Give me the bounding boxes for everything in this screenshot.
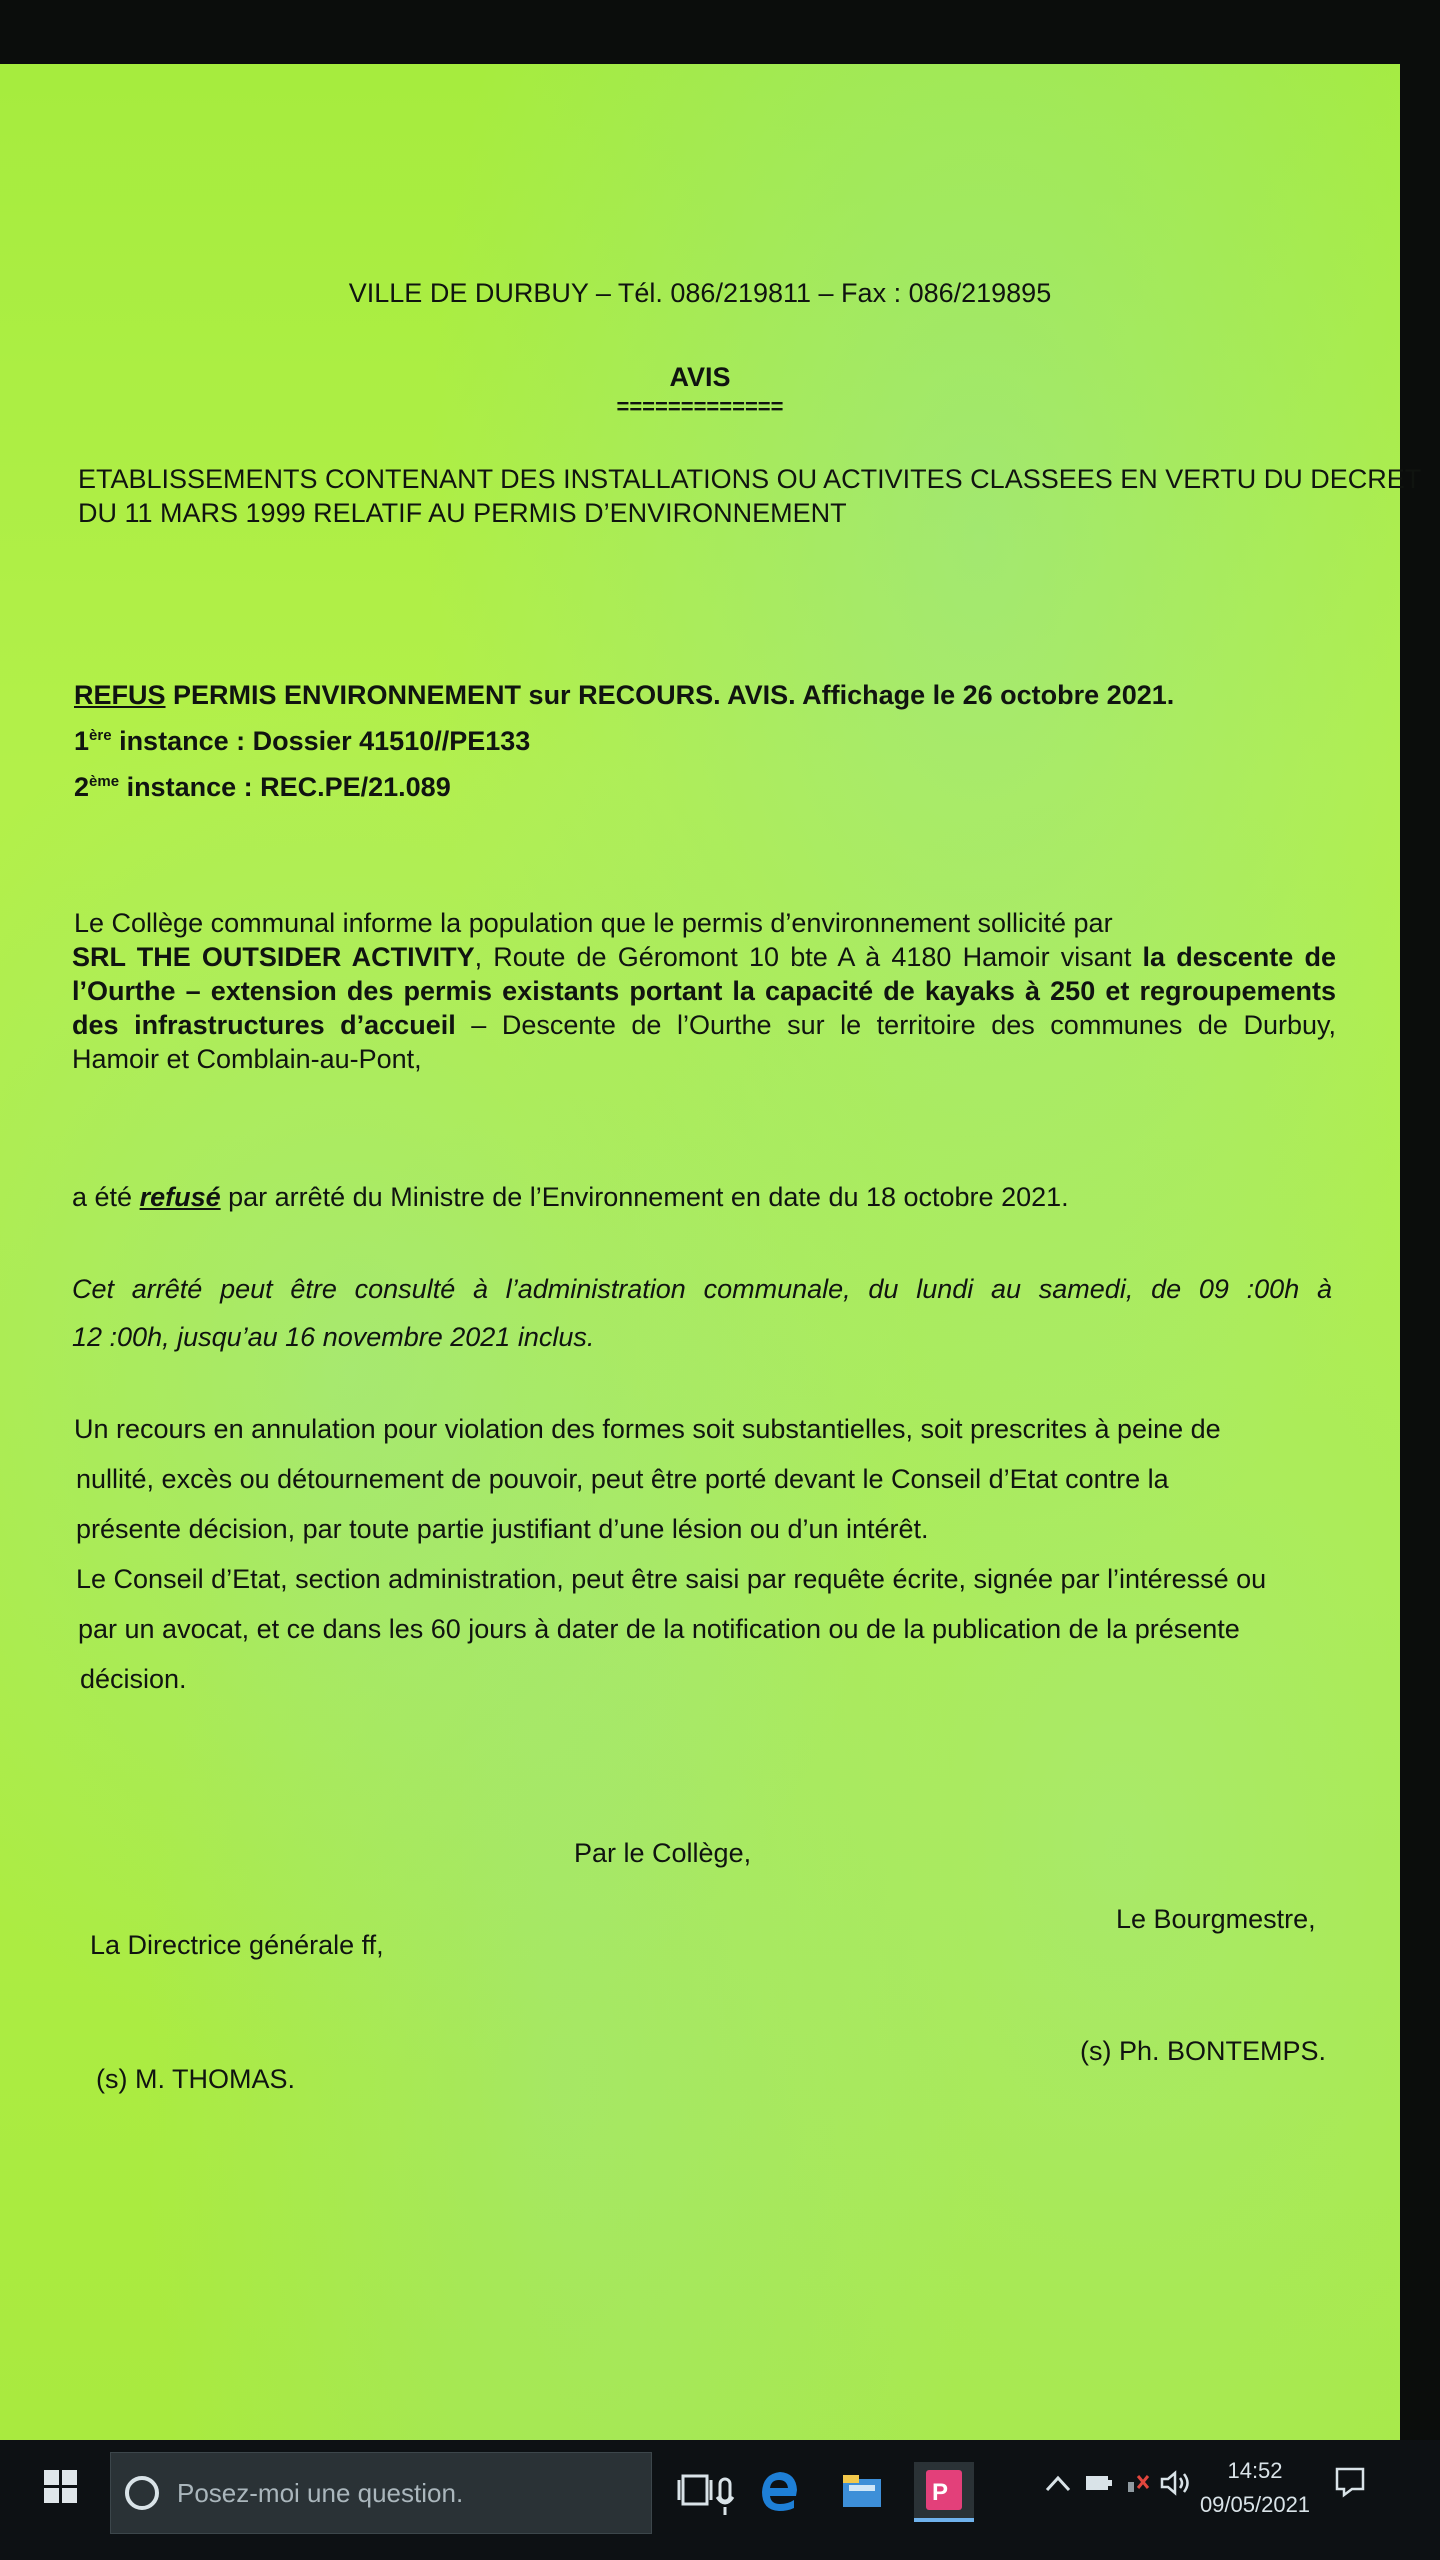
appeal-line-5: par un avocat, et ce dans les 60 jours à dater de la notification ou de la publication de la présente — [78, 1614, 1240, 1644]
par-le-college: Par le Collège, — [574, 1838, 752, 1868]
p1-line-5: Hamoir et Comblain-au-Pont, — [72, 1044, 422, 1074]
appeal-line-2: nullité, excès ou détournement de pouvoir, peut être porté devant le Conseil d’Etat contre la — [76, 1464, 1169, 1494]
search-placeholder: Posez-moi une question. — [177, 2477, 464, 2508]
instance-1-sup: ère — [89, 727, 112, 744]
task-view-icon[interactable] — [665, 2462, 725, 2518]
p1-line-2-text: , Route de Géromont 10 bte A à 4180 Hamoir visant — [474, 942, 1143, 972]
clock-date: 09/05/2021 — [1199, 2492, 1311, 2517]
refus-rest: PERMIS ENVIRONNEMENT sur RECOURS. AVIS. Affichage le 26 octobre 2021. — [165, 680, 1175, 710]
appeal-line-4: Le Conseil d’Etat, section administration, peut être saisi par requête écrite, signée par l’intéressé ou — [76, 1564, 1267, 1594]
appeal-line-1: Un recours en annulation pour violation des formes soit substantielles, soit prescrites à peine de — [74, 1414, 1221, 1444]
taskbar — [0, 2440, 1440, 2560]
windows-start-icon[interactable] — [44, 2470, 78, 2504]
decision-line — [72, 1180, 1069, 1214]
instance-2-number: 2 — [74, 772, 90, 802]
header-contact: VILLE DE DURBUY – Tél. 086/219811 – Fax : 086/219895 — [348, 278, 1052, 308]
decision-after: par arrêté du Ministre de l’Environnement en date du 18 octobre 2021. — [220, 1182, 1069, 1212]
cortana-icon — [125, 2476, 159, 2510]
instance-2 — [74, 770, 451, 804]
clock-time: 14:52 — [1227, 2458, 1283, 2483]
network-icon[interactable] — [1124, 2470, 1150, 2501]
signature-bontemps: (s) Ph. BONTEMPS. — [1080, 2036, 1327, 2066]
search-box[interactable] — [110, 2452, 652, 2534]
title-rule: ============= — [616, 394, 784, 419]
consult-line-2: 12 :00h, jusqu’au 16 novembre 2021 inclus. — [72, 1322, 595, 1352]
intro-line-2: DU 11 MARS 1999 RELATIF AU PERMIS D’ENVIRONNEMENT — [78, 498, 847, 528]
file-explorer-icon[interactable] — [832, 2462, 892, 2518]
refus-word: REFUS — [74, 680, 166, 710]
intro-line-1: ETABLISSEMENTS CONTENANT DES INSTALLATIONS OU ACTIVITES CLASSEES EN VERTU DU DECRET — [78, 464, 1422, 494]
applicant-name: SRL THE OUTSIDER ACTIVITY — [72, 942, 475, 972]
p1-line-1: Le Collège communal informe la population que le permis d’environnement sollicité par — [74, 908, 1113, 938]
directrice-title: La Directrice générale ff, — [90, 1930, 384, 1960]
bourgmestre-title: Le Bourgmestre, — [1116, 1904, 1316, 1934]
p1-line-4-text: – Descente de l’Ourthe sur le territoire des communes de Durbuy, — [455, 1010, 1337, 1040]
appeal-line-3: présente décision, par toute partie justifiant d’une lésion ou d’un intérêt. — [76, 1514, 929, 1544]
chevron-up-icon[interactable] — [1045, 2470, 1071, 2501]
svg-text:P: P — [932, 2479, 949, 2506]
p1-line-2-bold: la descente de — [1142, 942, 1336, 972]
system-clock[interactable] — [1195, 2458, 1315, 2518]
notice-title: AVIS — [669, 362, 731, 392]
refus-line — [74, 678, 1174, 712]
consult-line-1: Cet arrêté peut être consulté à l’administration communale, du lundi au samedi, de 09 :00h à — [72, 1274, 1332, 1304]
volume-icon[interactable] — [1160, 2470, 1192, 2503]
p1-line-2 — [72, 940, 1336, 974]
signature-thomas: (s) M. THOMAS. — [96, 2064, 295, 2094]
refused-word: refusé — [139, 1182, 221, 1212]
p1-line-3: l’Ourthe – extension des permis existants portant la capacité de kayaks à 250 et regroupements — [72, 976, 1336, 1006]
instance-2-text: instance : REC.PE/21.089 — [119, 772, 451, 802]
document-page — [0, 64, 1422, 2440]
instance-1-number: 1 — [74, 726, 90, 756]
instance-1 — [74, 724, 530, 758]
appeal-line-6: décision. — [80, 1664, 187, 1694]
pdf-app-icon[interactable] — [914, 2462, 974, 2522]
battery-icon[interactable] — [1084, 2470, 1114, 2501]
p1-line-4-bold: des infrastructures d’accueil — [72, 1010, 456, 1040]
notification-center-icon[interactable] — [1334, 2466, 1366, 2505]
instance-1-text: instance : Dossier 41510//PE133 — [111, 726, 531, 756]
edge-browser-icon[interactable] — [750, 2462, 810, 2518]
decision-before: a été — [72, 1182, 140, 1212]
instance-2-sup: ème — [89, 773, 120, 790]
p1-line-4 — [72, 1008, 1336, 1042]
